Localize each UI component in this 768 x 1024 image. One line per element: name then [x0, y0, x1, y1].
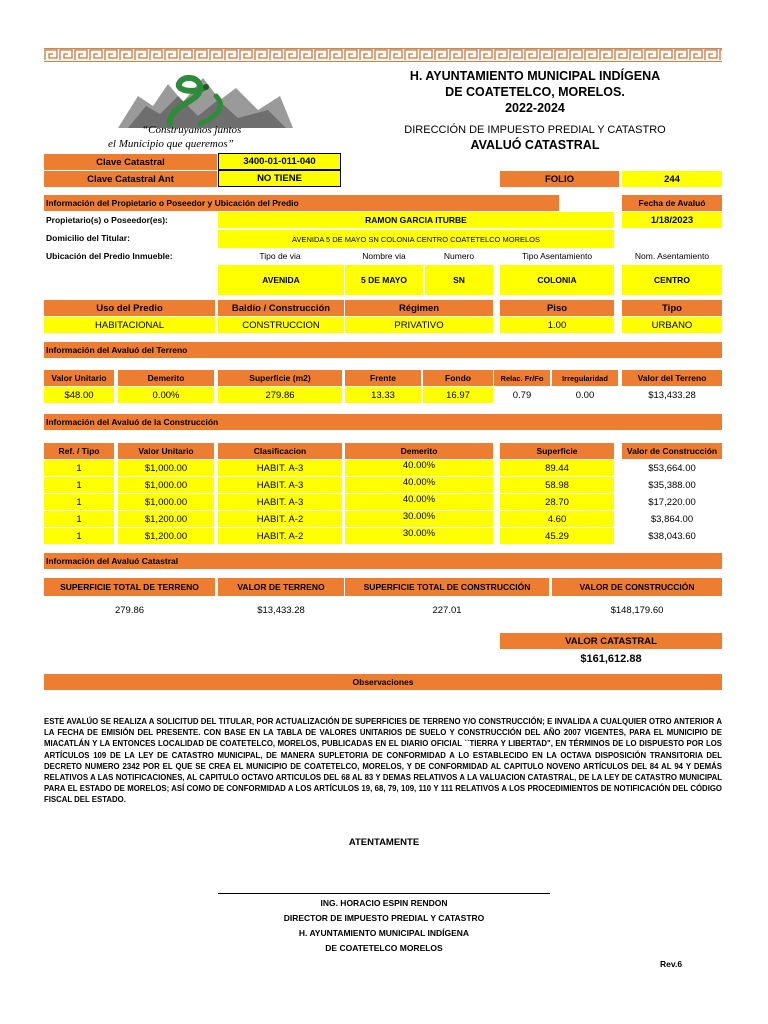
revision-label: Rev.6: [660, 959, 683, 969]
const-valor: $38,043.60: [648, 530, 696, 542]
piso-value: 1.00: [500, 317, 614, 333]
greek-key-border-top: [44, 48, 722, 62]
terreno-head-relac: Relac. Fr/Fo: [494, 370, 550, 386]
const-valor-unitario: $1,000.00: [118, 477, 214, 493]
folio-value: 244: [622, 171, 722, 187]
atentamente-label: ATENTAMENTE: [348, 836, 420, 848]
header-direction: DIRECCIÓN DE IMPUESTO PREDIAL Y CATASTRO: [404, 124, 666, 136]
observaciones-header: Observaciones: [44, 674, 722, 690]
regimen-value: PRIVATIVO: [345, 317, 493, 333]
numero-value: SN: [425, 265, 493, 295]
const-valor-unitario: $1,200.00: [118, 511, 214, 527]
valor-catastral-value: $161,612.88: [580, 653, 642, 665]
signer-name: ING. HORACIO ESPIN RENDON: [320, 898, 448, 908]
signer-title: DIRECTOR DE IMPUESTO PREDIAL Y CATASTRO: [283, 913, 485, 923]
const-demerito: 30.00%: [345, 511, 493, 527]
terreno-relac: 0.79: [512, 389, 532, 401]
uso-value: HABITACIONAL: [44, 317, 215, 333]
terreno-fondo: 16.97: [423, 387, 493, 403]
terreno-valor-terreno: $13,433.28: [648, 389, 696, 401]
col-numero: Numero: [443, 251, 475, 261]
const-head-demerito: Demerito: [345, 443, 493, 459]
const-head-ref: Ref. / Tipo: [44, 443, 114, 459]
catastral-section-header: Información del Avaluó Catastral: [44, 553, 722, 569]
cat-head-valor-terreno: VALOR DE TERRENO: [218, 578, 344, 596]
cat-valor-terreno: $13,433.28: [257, 604, 305, 616]
col-tipo-asentamiento: Tipo Asentamiento: [521, 251, 593, 261]
construccion-section-header: Información del Avaluó de la Construcción: [44, 414, 722, 430]
terreno-head-demerito: Demerito: [118, 370, 214, 386]
signer-org-2: DE COATETELCO MORELOS: [325, 943, 443, 953]
terreno-head-fondo: Fondo: [423, 370, 493, 386]
cat-sup-construccion: 227.01: [432, 604, 462, 616]
folio-label: FOLIO: [500, 171, 619, 187]
const-valor-unitario: $1,000.00: [118, 494, 214, 510]
const-superficie: 45.29: [500, 528, 614, 544]
terreno-valor-unitario: $48.00: [44, 387, 114, 403]
signature-line: [218, 893, 550, 894]
ubicacion-label: Ubicación del Predio Inmueble:: [46, 251, 173, 261]
const-clasificacion: HABIT. A-2: [218, 511, 342, 527]
greek-key-pattern: [44, 48, 722, 62]
clave-catastral-value: 3400-01-011-040: [218, 153, 341, 170]
baldio-head: Baldío / Construcción: [218, 300, 344, 316]
const-head-valor-unitario: Valor Unitario: [118, 443, 214, 459]
const-demerito: 40.00%: [345, 494, 493, 510]
header-municipality: H. AYUNTAMIENTO MUNICIPAL INDÍGENA: [409, 69, 661, 83]
clave-ant-value: NO TIENE: [218, 170, 341, 187]
const-superficie: 89.44: [500, 460, 614, 476]
nom-asentamiento-value: CENTRO: [622, 265, 722, 295]
observaciones-text: ESTE AVALÚO SE REALIZA A SOLICITUD DEL TITULAR, POR ACTUALIZACIÓN DE SUPERFICIES DE TERRENO Y/O CONSTRUCCIÓN; E INVALIDA A CUALQUIER OTRO ANTERIOR A LA FECHA DE EMISIÓN DEL PRESENTE. CON BASE EN LA TABLA DE VALORES UNITARIOS DE SUELO Y CONSTRUCCIÓN DEL AÑO 2007 VIGENTES, PARA EL MUNICIPIO DE MIACATLÁN Y LA ENTONCES LOCALIDAD DE COATETELCO, MORELOS, PUBLICADAS EN EL DIARIO OFICIAL ``TIERRA Y LIBERTAD", EN TÉRMINOS DE LO DISPUESTO POR LOS ARTÍCULOS 109 DE LA LEY DE CATASTRO MUNICIPAL, DE MANERA SUPLETORIA DE CONFORMIDAD A LO ESTABLECIDO EN LA OCTAVA DISPOSICIÓN TRANSITORIA DEL DECRETO NUMERO 2342 POR EL QUE SE CREA EL MUNICIPIO DE COATETELCO, MORELOS, Y DE CONFORMIDAD AL CAPITULO NOVENO ARTÍCULOS DEL 84 AL 94 Y DEMÁS RELATIVOS A LAS NOTIFICACIONES, AL CAPITULO OCTAVO ARTICULOS DEL 68 AL 83 Y DEMAS RELATIVOS A LA VALUACION CATASTRAL, DE LA LEY DE CATASTRO MUNICIPAL PARA EL ESTADO DE MORELOS; ASÍ COMO DE CONFORMIDAD A LOS ARTÍCULOS 19, 68, 79, 109, 110 Y 111 RELATIVOS A LOS PROCEDIMIENTOS DE NOTIFICACIÓN DEL CÓDIGO FISCAL DEL ESTADO.: [44, 717, 722, 805]
const-ref: 1: [44, 460, 114, 476]
const-valor: $3,864.00: [650, 513, 694, 525]
const-ref: 1: [44, 494, 114, 510]
const-demerito: 30.00%: [345, 528, 493, 544]
slogan-line-1: “Construyamos juntos: [142, 124, 242, 136]
regimen-head: Régimen: [345, 300, 493, 316]
uso-head: Uso del Predio: [44, 300, 215, 316]
greek-key-border-bottom: [44, 968, 722, 974]
const-ref: 1: [44, 528, 114, 544]
const-valor: $53,664.00: [648, 462, 696, 474]
terreno-demerito: 0.00%: [118, 387, 214, 403]
terreno-head-valor-unitario: Valor Unitario: [44, 370, 114, 386]
const-clasificacion: HABIT. A-3: [218, 494, 342, 510]
owner-section-header: Información del Propietario o Poseedor y Ubicación del Predio: [44, 195, 559, 211]
const-clasificacion: HABIT. A-3: [218, 477, 342, 493]
col-tipo-via: Tipo de via: [259, 251, 301, 261]
cat-sup-terreno: 279.86: [114, 604, 145, 616]
const-superficie: 58.98: [500, 477, 614, 493]
const-head-clasificacion: Clasificacion: [218, 443, 342, 459]
tipo-head: Tipo: [622, 300, 722, 316]
tipo-via-value: AVENIDA: [218, 265, 344, 295]
const-superficie: 4.60: [500, 511, 614, 527]
propietario-label: Propietario(s) o Poseedor(es):: [46, 215, 168, 225]
signer-org-1: H. AYUNTAMIENTO MUNICIPAL INDÍGENA: [298, 928, 470, 938]
municipal-logo: [108, 66, 298, 152]
const-head-valor: Valor de Construcción: [622, 443, 722, 459]
const-superficie: 28.70: [500, 494, 614, 510]
terreno-section-header: Información del Avaluó del Terreno: [44, 342, 722, 358]
propietario-value: RAMON GARCIA ITURBE: [218, 212, 614, 228]
cat-head-valor-construccion: VALOR DE CONSTRUCCIÓN: [552, 578, 722, 596]
tipo-value: URBANO: [622, 317, 722, 333]
domicilio-label: Domicilio del Titular:: [46, 233, 130, 243]
domicilio-value: AVENIDA 5 DE MAYO SN COLONIA CENTRO COATETELCO MORELOS: [218, 230, 614, 248]
terreno-head-frente: Frente: [345, 370, 421, 386]
const-ref: 1: [44, 477, 114, 493]
valor-catastral-label: VALOR CATASTRAL: [500, 633, 722, 649]
baldio-value: CONSTRUCCION: [218, 317, 344, 333]
header-location: DE COATETELCO, MORELOS.: [445, 85, 625, 99]
cat-head-sup-construccion: SUPERFICIE TOTAL DE CONSTRUCCIÓN: [345, 578, 549, 596]
slogan-line-2: el Municipio que queremos”: [108, 138, 234, 150]
fecha-value: 1/18/2023: [622, 212, 722, 228]
clave-ant-label: Clave Catastral Ant: [44, 171, 217, 187]
terreno-frente: 13.33: [345, 387, 421, 403]
const-demerito: 40.00%: [345, 477, 493, 493]
terreno-head-valor-terreno: Valor del Terreno: [622, 370, 722, 386]
const-head-superficie: Superficie: [500, 443, 614, 459]
cat-head-sup-terreno: SUPERFICIE TOTAL DE TERRENO: [44, 578, 215, 596]
page-title: AVALUÓ CATASTRAL: [470, 138, 600, 152]
const-clasificacion: HABIT. A-2: [218, 528, 342, 544]
header-period: 2022-2024: [505, 101, 565, 115]
piso-head: Piso: [500, 300, 614, 316]
col-nom-asentamiento: Nom. Asentamiento: [634, 251, 710, 261]
clave-catastral-label: Clave Catastral: [44, 154, 217, 170]
tipo-asentamiento-value: COLONIA: [500, 265, 614, 295]
const-valor-unitario: $1,000.00: [118, 460, 214, 476]
col-nombre-via: Nombre via: [362, 251, 406, 261]
const-valor-unitario: $1,200.00: [118, 528, 214, 544]
const-ref: 1: [44, 511, 114, 527]
terreno-irregularidad: 0.00: [575, 389, 595, 401]
fecha-label: Fecha de Avaluó: [622, 195, 722, 211]
const-clasificacion: HABIT. A-3: [218, 460, 342, 476]
const-valor: $17,220.00: [648, 496, 696, 508]
const-demerito: 40.00%: [345, 460, 493, 476]
terreno-superficie: 279.86: [218, 387, 342, 403]
terreno-head-superficie: Superficie (m2): [218, 370, 342, 386]
const-valor: $35,388.00: [648, 479, 696, 491]
nombre-via-value: 5 DE MAYO: [345, 265, 423, 295]
cat-valor-construccion: $148,179.60: [610, 604, 664, 616]
terreno-head-irregularidad: Irregularidad: [552, 370, 618, 386]
